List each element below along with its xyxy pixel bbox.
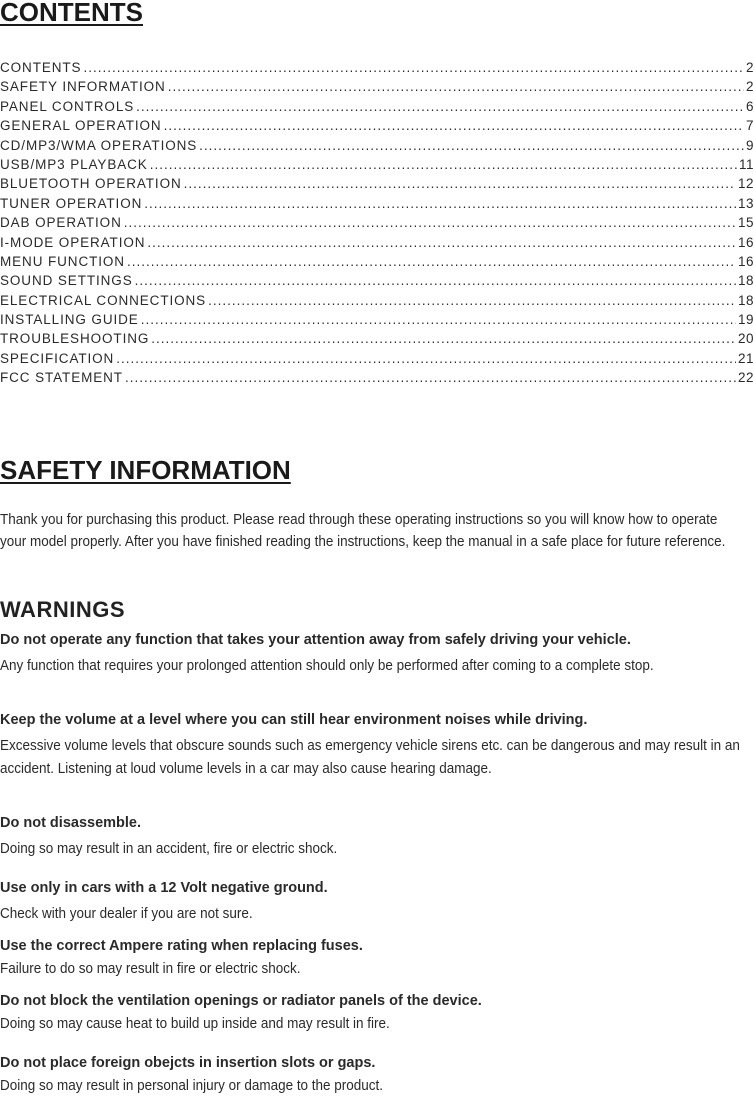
toc-entry-page: 6	[745, 98, 754, 114]
safety-information-heading: SAFETY INFORMATION	[0, 455, 291, 485]
toc-entry-label: PANEL CONTROLS	[0, 98, 135, 114]
contents-heading: CONTENTS	[0, 0, 143, 27]
warning-title: Use the correct Ampere rating when replacing fuses.	[0, 938, 363, 954]
toc-leader-dots	[83, 60, 744, 75]
toc-entry-page: 15	[737, 215, 754, 231]
toc-entry-label: CD/MP3/WMA OPERATIONS	[0, 137, 198, 153]
toc-entry[interactable]	[0, 79, 754, 98]
toc-entry-page: 7	[745, 118, 754, 134]
warning-title: Do not block the ventilation openings or radiator panels of the device.	[0, 993, 482, 1009]
toc-entry-page: 2	[745, 60, 754, 75]
toc-entry-label: I-MODE OPERATION	[0, 234, 146, 250]
toc-entry[interactable]	[0, 157, 754, 176]
toc-entry-label: INSTALLING GUIDE	[0, 312, 139, 328]
toc-entry-label: SOUND SETTINGS	[0, 273, 133, 289]
safety-intro-paragraph: Thank you for purchasing this product. Please read through these operating instructions so you will know how to operate your model properly. After you have finished reading the instructions, keep the manual in a safe place for future reference.	[0, 512, 726, 550]
toc-leader-dots	[136, 99, 744, 114]
toc-entry-label: SPECIFICATION	[0, 350, 115, 366]
toc-entry-page: 18	[737, 273, 754, 289]
warning-title: Use only in cars with a 12 Volt negative ground.	[0, 880, 328, 896]
toc-entry-label: ELECTRICAL CONNECTIONS	[0, 292, 207, 308]
warning-body: Doing so may cause heat to build up inside and may result in fire.	[0, 1016, 390, 1032]
toc-leader-dots	[208, 293, 736, 308]
toc-leader-dots	[150, 157, 737, 172]
toc-entry-page: 12	[737, 176, 754, 192]
toc-leader-dots	[135, 273, 736, 288]
table-of-contents	[0, 60, 754, 390]
warning-title: Keep the volume at a level where you can still hear environment noises while driving.	[0, 712, 588, 728]
toc-entry[interactable]	[0, 351, 754, 370]
toc-entry-page: 19	[737, 312, 754, 328]
toc-entry-page: 9	[745, 137, 754, 153]
warning-body: Failure to do so may result in fire or electric shock.	[0, 961, 301, 977]
toc-entry-page: 11	[738, 156, 754, 172]
toc-entry-page: 16	[737, 253, 754, 269]
toc-entry-label: MENU FUNCTION	[0, 253, 125, 269]
warning-title: Do not place foreign obejcts in insertion slots or gaps.	[0, 1055, 376, 1071]
toc-leader-dots	[168, 79, 744, 94]
toc-entry[interactable]	[0, 370, 754, 389]
toc-entry-page: 16	[737, 234, 754, 250]
warning-body: Check with your dealer if you are not sure.	[0, 906, 253, 922]
toc-entry[interactable]	[0, 99, 754, 118]
toc-entry-label: DAB OPERATION	[0, 215, 122, 231]
toc-entry[interactable]	[0, 215, 754, 234]
toc-entry[interactable]	[0, 196, 754, 215]
toc-entry[interactable]	[0, 118, 754, 137]
toc-entry[interactable]	[0, 235, 754, 254]
toc-leader-dots	[199, 138, 744, 153]
toc-leader-dots	[124, 215, 736, 230]
toc-leader-dots	[125, 370, 736, 385]
toc-entry-page: 21	[737, 350, 754, 366]
toc-entry-page: 2	[745, 79, 754, 95]
toc-entry-label: SAFETY INFORMATION	[0, 79, 166, 95]
toc-leader-dots	[141, 312, 736, 327]
toc-leader-dots	[164, 118, 744, 133]
toc-entry-label: FCC STATEMENT	[0, 370, 123, 386]
warning-body: Doing so may result in an accident, fire or electric shock.	[0, 841, 338, 857]
toc-leader-dots	[147, 235, 736, 250]
toc-entry-page: 22	[737, 370, 754, 386]
toc-entry[interactable]	[0, 176, 754, 195]
toc-entry[interactable]	[0, 293, 754, 312]
toc-entry[interactable]	[0, 254, 754, 273]
toc-leader-dots	[144, 196, 736, 211]
warnings-heading: WARNINGS	[0, 597, 125, 622]
toc-leader-dots	[151, 331, 736, 346]
toc-entry[interactable]	[0, 331, 754, 350]
toc-entry-page: 18	[737, 292, 754, 308]
warning-body: Any function that requires your prolonged attention should only be performed after coming to a complete stop.	[0, 658, 654, 674]
toc-entry[interactable]	[0, 138, 754, 157]
toc-leader-dots	[127, 254, 736, 269]
toc-entry-label: CONTENTS	[0, 60, 82, 75]
warning-body: Excessive volume levels that obscure sounds such as emergency vehicle sirens etc. can be dangerous and may result in an accident. Listening at loud volume levels in a car may also cause hearing damage.	[0, 738, 740, 777]
toc-leader-dots	[184, 176, 736, 191]
warning-title: Do not disassemble.	[0, 815, 142, 831]
warning-title: Do not operate any function that takes your attention away from safely driving your vehicle.	[0, 632, 631, 648]
toc-entry[interactable]	[0, 60, 754, 79]
toc-entry[interactable]	[0, 312, 754, 331]
toc-entry-label: GENERAL OPERATION	[0, 118, 162, 134]
toc-entry-label: TROUBLESHOOTING	[0, 331, 150, 347]
toc-leader-dots	[116, 351, 736, 366]
toc-entry-label: BLUETOOTH OPERATION	[0, 176, 182, 192]
toc-entry-label: TUNER OPERATION	[0, 195, 143, 211]
toc-entry-page: 13	[737, 195, 754, 211]
warning-body: Doing so may result in personal injury or damage to the product.	[0, 1078, 384, 1094]
toc-entry-page: 20	[737, 331, 754, 347]
toc-entry-label: USB/MP3 PLAYBACK	[0, 156, 148, 172]
toc-entry[interactable]	[0, 273, 754, 292]
